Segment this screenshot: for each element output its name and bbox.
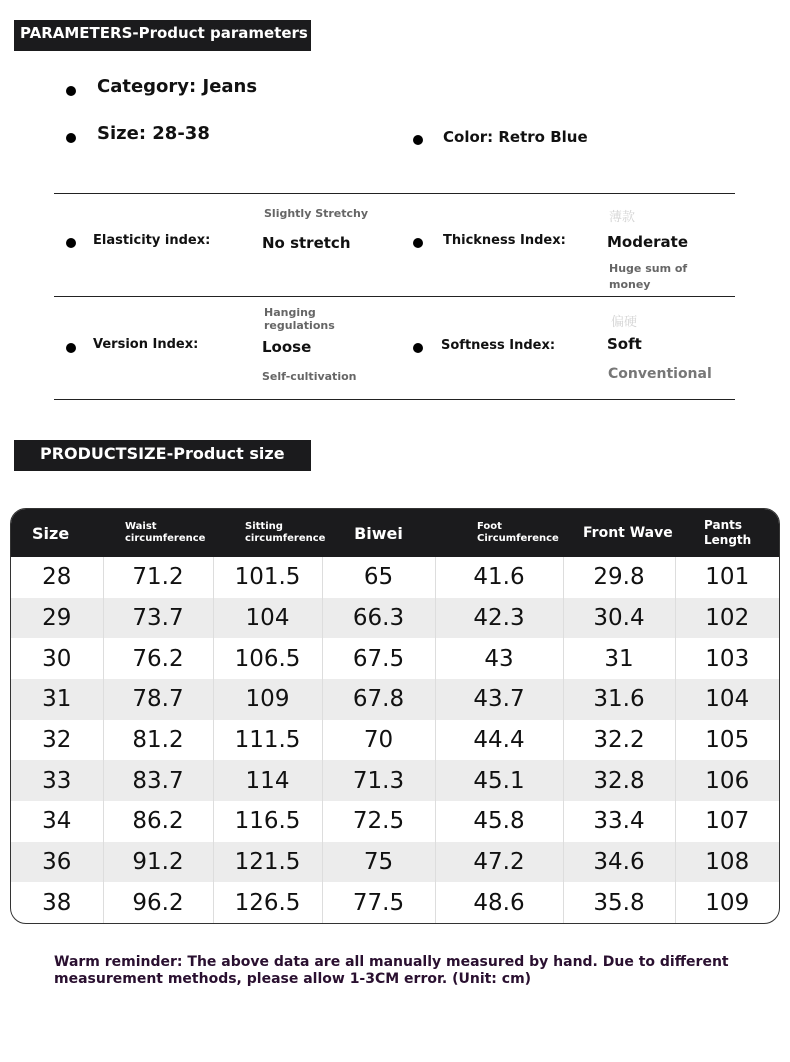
cell-biwei: 77.5 (322, 882, 435, 923)
cell-front-wave: 30.4 (563, 598, 675, 639)
version-value: Loose (262, 338, 312, 356)
version-scale-bottom: Self-cultivation (262, 370, 357, 383)
version-scale-top: Hanging regulations (264, 306, 335, 332)
cell-pants-length: 101 (705, 564, 750, 591)
divider (54, 399, 735, 400)
table-row (11, 598, 779, 639)
cell-pants-length: 108 (675, 842, 779, 883)
cell-biwei: 67.8 (322, 679, 435, 720)
divider (54, 193, 735, 194)
cell-size: 34 (11, 801, 103, 842)
cell-biwei: 72.5 (322, 801, 435, 842)
header-foot: Foot Circumference (435, 509, 563, 557)
bullet-icon (413, 135, 423, 145)
bullet-icon (66, 343, 76, 353)
cell-front-wave: 29.8 (563, 557, 675, 598)
cell-pants-length: 104 (675, 679, 779, 720)
header-size: Size (11, 509, 103, 557)
cell-front-wave: 35.8 (563, 882, 675, 923)
cell-biwei: 66.3 (322, 598, 435, 639)
cell-waist: 83.7 (103, 760, 213, 801)
cell-size: 38 (11, 882, 103, 923)
cell-front-wave: 33.4 (563, 801, 675, 842)
cell-waist: 71.2 (103, 557, 213, 598)
bullet-icon (413, 343, 423, 353)
cell-biwei: 75 (322, 842, 435, 883)
cell-foot: 43.7 (435, 679, 563, 720)
warm-reminder-note: Warm reminder: The above data are all manually measured by hand. Due to different measurement methods, please allow 1-3CM error. (Unit: cm) (54, 954, 729, 987)
cell-waist: 76.2 (103, 638, 213, 679)
table-row (11, 638, 779, 679)
cell-waist: 91.2 (103, 842, 213, 883)
product-size-banner: PRODUCTSIZE-Product size (14, 440, 311, 471)
size-table-header-row (11, 509, 779, 557)
cell-pants-length: 109 (705, 889, 750, 916)
cell-sitting: 106.5 (213, 638, 322, 679)
cell-foot: 43 (435, 638, 563, 679)
cell-sitting: 121.5 (213, 842, 322, 883)
softness-value: Soft (607, 335, 642, 353)
table-row (11, 882, 779, 923)
table-row (11, 720, 779, 761)
cell-size: 30 (11, 638, 103, 679)
cell-foot: 47.2 (435, 842, 563, 883)
cell-biwei: 70 (322, 720, 435, 761)
cell-pants-length: 102 (675, 598, 779, 639)
cell-sitting: 111.5 (213, 720, 322, 761)
elasticity-label: Elasticity index: (93, 233, 211, 248)
bullet-icon (66, 86, 76, 96)
cell-biwei: 71.3 (322, 760, 435, 801)
divider (54, 296, 735, 297)
bullet-icon (413, 238, 423, 248)
size-range-text: Size: 28-38 (97, 123, 210, 144)
cell-foot: 45.8 (435, 801, 563, 842)
parameters-banner: PARAMETERS-Product parameters (14, 20, 311, 51)
cell-foot: 41.6 (435, 557, 563, 598)
cell-front-wave: 31.6 (563, 679, 675, 720)
table-row (11, 557, 779, 598)
cell-pants-length: 107 (705, 808, 750, 835)
cell-waist: 96.2 (103, 882, 213, 923)
cell-sitting: 104 (213, 598, 322, 639)
thickness-label: Thickness Index: (443, 233, 566, 248)
bullet-icon (66, 238, 76, 248)
table-row (11, 842, 779, 883)
category-text: Category: Jeans (97, 76, 258, 97)
table-row (11, 760, 779, 801)
cell-size: 28 (11, 557, 103, 598)
cell-front-wave: 32.8 (563, 760, 675, 801)
elasticity-value: No stretch (262, 234, 351, 252)
header-waist: Waist circumference (103, 509, 213, 557)
header-biwei: Biwei (322, 509, 435, 557)
bullet-icon (66, 133, 76, 143)
cell-size: 36 (11, 842, 103, 883)
table-row (11, 801, 779, 842)
cell-size: 32 (11, 720, 103, 761)
thickness-scale-bottom: Huge sum of money (609, 262, 688, 291)
cell-biwei: 67.5 (322, 638, 435, 679)
cell-size: 33 (11, 760, 103, 801)
size-table (10, 508, 780, 924)
cell-foot: 42.3 (435, 598, 563, 639)
header-pants-length: Pants Length (675, 509, 779, 557)
cell-pants-length: 106 (675, 760, 779, 801)
cell-sitting: 109 (213, 679, 322, 720)
cell-pants-length: 103 (705, 645, 750, 672)
cell-front-wave: 31 (563, 638, 675, 679)
cell-foot: 45.1 (435, 760, 563, 801)
cell-waist: 86.2 (103, 801, 213, 842)
softness-scale-bottom: Conventional (608, 366, 712, 382)
version-label: Version Index: (93, 337, 199, 352)
cell-size: 29 (11, 598, 103, 639)
cell-front-wave: 32.2 (563, 720, 675, 761)
cell-front-wave: 34.6 (563, 842, 675, 883)
cell-size: 31 (11, 679, 103, 720)
cell-sitting: 114 (213, 760, 322, 801)
cell-pants-length: 105 (705, 726, 750, 753)
cell-waist: 73.7 (103, 598, 213, 639)
cell-sitting: 101.5 (213, 557, 322, 598)
thickness-scale-top: 薄款 (609, 210, 636, 225)
cell-waist: 81.2 (103, 720, 213, 761)
cell-foot: 48.6 (435, 882, 563, 923)
softness-label: Softness Index: (441, 338, 556, 353)
table-row (11, 679, 779, 720)
elasticity-scale-top: Slightly Stretchy (264, 207, 369, 220)
cell-sitting: 116.5 (213, 801, 322, 842)
header-sitting: Sitting circumference (213, 509, 322, 557)
cell-waist: 78.7 (103, 679, 213, 720)
thickness-value: Moderate (607, 233, 689, 251)
header-front-wave: Front Wave (563, 509, 675, 557)
softness-scale-top: 偏硬 (611, 315, 638, 330)
cell-sitting: 126.5 (213, 882, 322, 923)
color-text: Color: Retro Blue (443, 128, 588, 146)
cell-biwei: 65 (322, 557, 435, 598)
cell-foot: 44.4 (435, 720, 563, 761)
